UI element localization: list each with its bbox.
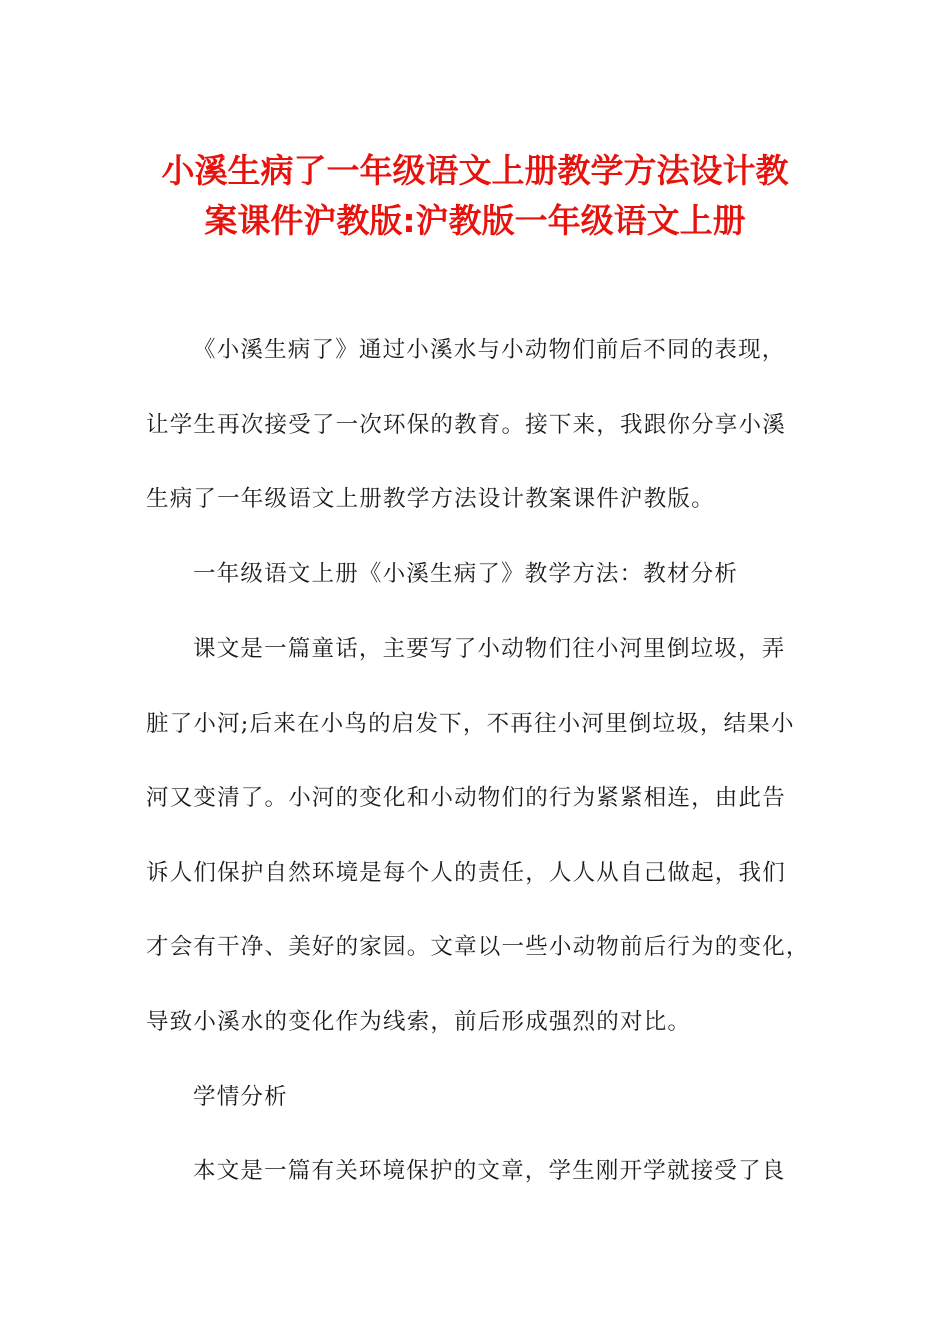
- section-heading-textbook-analysis: 一年级语文上册《小溪生病了》教学方法：教材分析: [193, 561, 739, 587]
- document-title-line-2: 案课件沪教版:沪教版一年级语文上册: [204, 201, 746, 240]
- paragraph-analysis-line-3: 河又变清了。小河的变化和小动物们的行为紧紧相连，由此告: [146, 785, 786, 811]
- paragraph-analysis-line-6: 导致小溪水的变化作为线索，前后形成强烈的对比。: [146, 1009, 692, 1035]
- paragraph-analysis-line-2: 脏了小河;后来在小鸟的启发下，不再往小河里倒垃圾，结果小: [146, 711, 795, 737]
- paragraph-intro-line-3: 生病了一年级语文上册教学方法设计教案课件沪教版。: [146, 486, 715, 512]
- paragraph-intro-line-2: 让学生再次接受了一次环保的教育。接下来，我跟你分享小溪: [146, 412, 786, 438]
- paragraph-analysis-line-4: 诉人们保护自然环境是每个人的责任，人人从自己做起，我们: [146, 860, 786, 886]
- document-title-line-1: 小溪生病了一年级语文上册教学方法设计教: [161, 151, 789, 190]
- paragraph-analysis-line-5: 才会有干净、美好的家园。文章以一些小动物前后行为的变化，: [146, 934, 810, 960]
- paragraph-analysis-line-1: 课文是一篇童话，主要写了小动物们往小河里倒垃圾，弄: [193, 636, 786, 662]
- paragraph-student-line-1: 本文是一篇有关环境保护的文章，学生刚开学就接受了良: [193, 1158, 786, 1184]
- paragraph-intro-line-1: 《小溪生病了》通过小溪水与小动物们前后不同的表现，: [193, 337, 786, 363]
- section-heading-student-analysis: 学情分析: [193, 1084, 288, 1110]
